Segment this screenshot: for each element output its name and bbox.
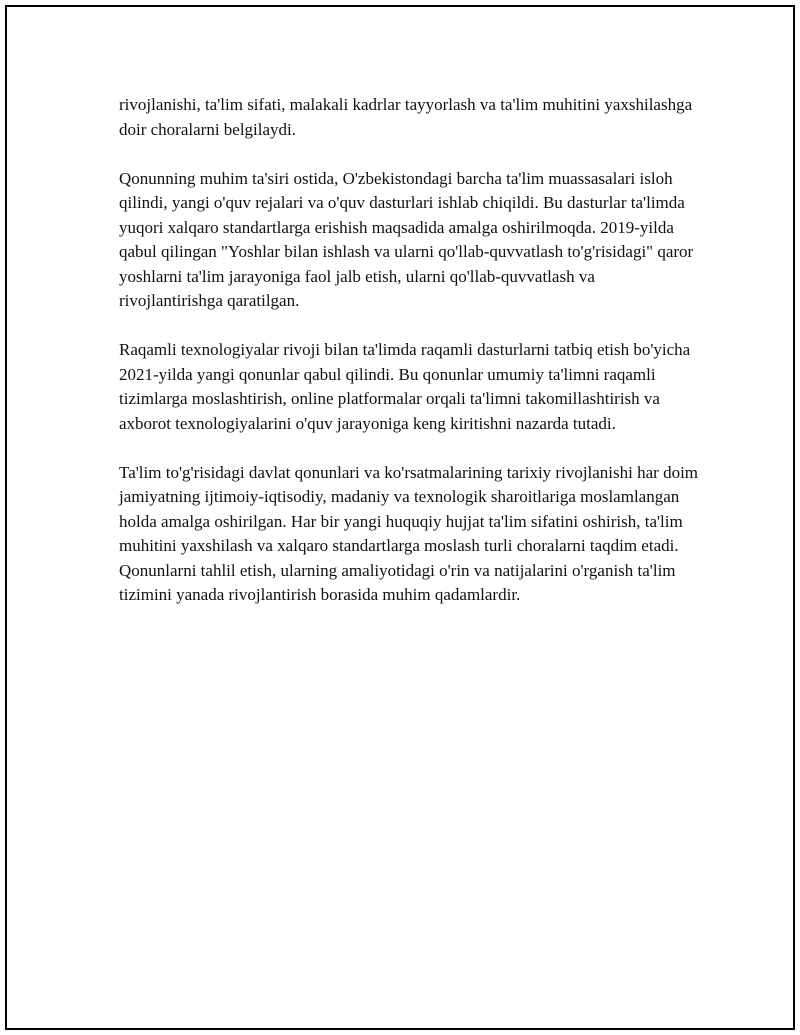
document-page [5,5,795,1030]
paragraph-3: Raqamli texnologiyalar rivoji bilan ta'limda raqamli dasturlarni tatbiq etish bo'yicha 2021-yilda yangi qonunlar qabul qilindi. Bu qonunlar umumiy ta'limni raqamli tizimlarga moslashtirish, online platformalar orqali ta'limni takomillashtirish va axborot texnologiyalarini o'quv jarayoniga keng kiritishni nazarda tutadi. [119,340,691,433]
paragraph-1: rivojlanishi, ta'lim sifati, malakali kadrlar tayyorlash va ta'lim muhitini yaxshilashga doir choralarni belgilaydi. [119,95,693,139]
paragraph-2: Qonunning muhim ta'siri ostida, O'zbekistondagi barcha ta'lim muassasalari isloh qilindi, yangi o'quv rejalari va o'quv dasturlari ishlab chiqildi. Bu dasturlar ta'limda yuqori xalqaro standartlarga erishish maqsadida amalga oshirilmoqda. 2019-yilda qabul qilingan "Yoshlar bilan ishlash va ularni qo'llab-quvvatlash to'g'risidagi" qaror yoshlarni ta'lim jarayoniga faol jalb etish, ularni qo'llab-quvvatlash va rivojlantirishga qaratilgan. [119,168,694,310]
paragraph-4: Ta'lim to'g'risidagi davlat qonunlari va ko'rsatmalarining tarixiy rivojlanishi har doim jamiyatning ijtimoiy-iqtisodiy, madaniy va texnologik sharoitlariga moslamlangan holda amalga oshirilgan. Har bir yangi huquqiy hujjat ta'lim sifatini oshirish, ta'lim muhitini yaxshilash va xalqaro standartlarga moslash turli choralarni taqdim etadi. Qonunlarni tahlil etish, ularning amaliyotidagi o'rin va natijalarini o'rganish ta'lim tizimini yanada rivojlantirish borasida muhim qadamlardir. [119,462,699,604]
document-body [119,93,699,632]
